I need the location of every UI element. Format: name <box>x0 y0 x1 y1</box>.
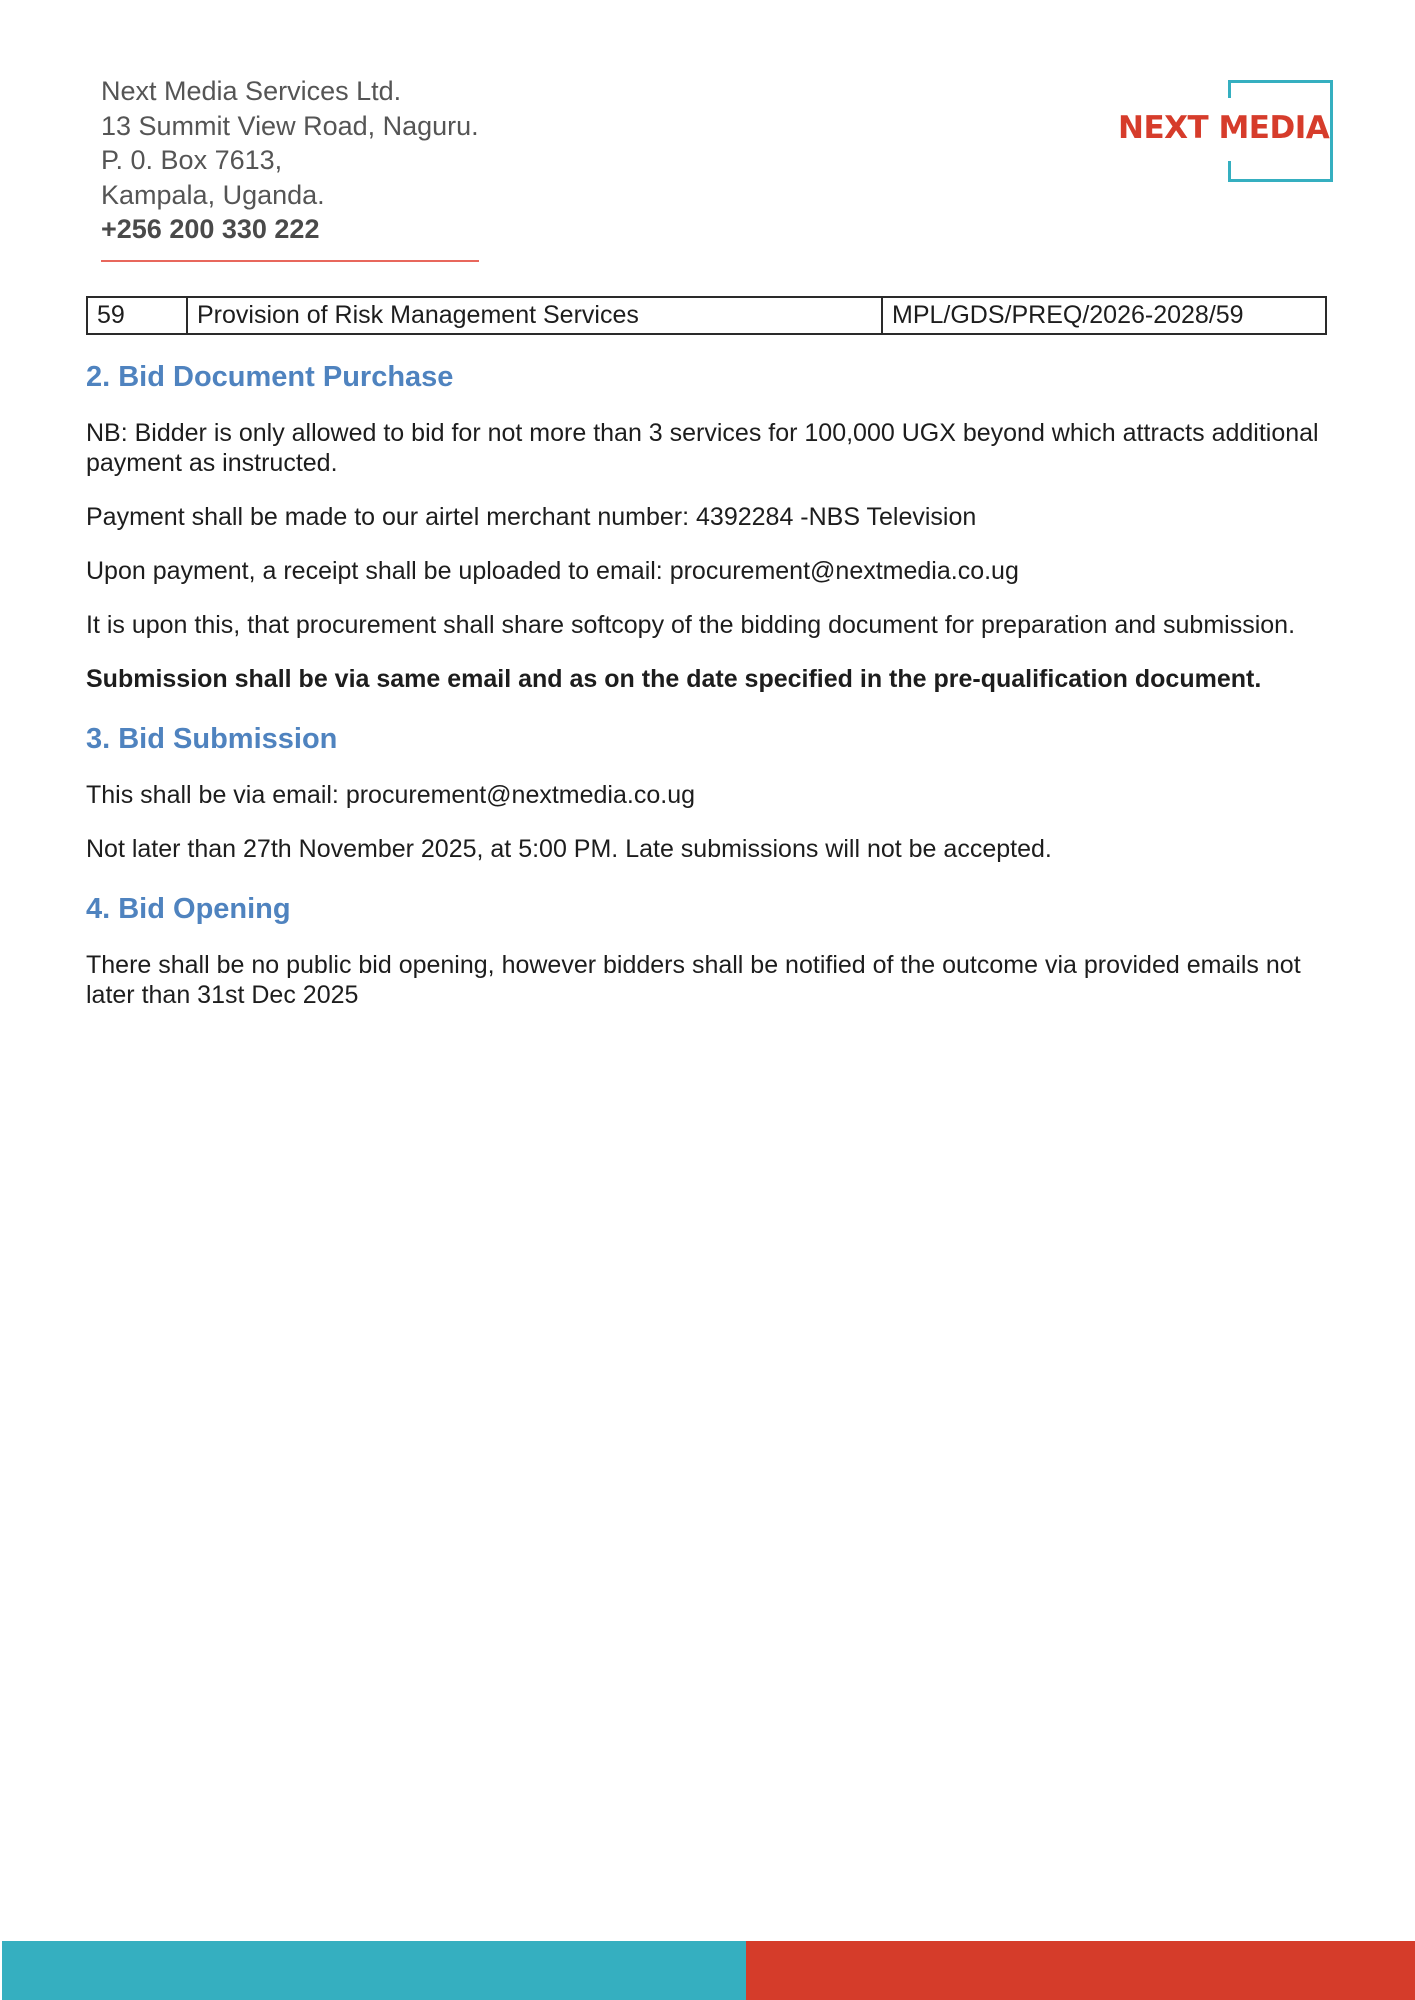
receipt-instruction: Upon payment, a receipt shall be uploaded to email: procurement@nextmedia.co.ug <box>86 557 1019 585</box>
next-media-logo <box>1118 80 1336 182</box>
submission-email: This shall be via email: procurement@nextmedia.co.ug <box>86 781 695 809</box>
table-row <box>87 297 1326 334</box>
company-name: Next Media Services Ltd. <box>101 76 402 106</box>
section-heading-submission: 3. Bid Submission <box>86 723 338 755</box>
footer-bar-teal <box>2 1941 746 2000</box>
address-line-1: 13 Summit View Road, Naguru. <box>101 110 479 141</box>
footer-bar-red <box>746 1941 1415 2000</box>
address-line-3: Kampala, Uganda. <box>101 179 325 210</box>
logo-frame-tick-top <box>1228 80 1231 98</box>
document-body <box>86 356 1346 1034</box>
service-number-cell: 59 <box>87 297 187 334</box>
section-heading-opening: 4. Bid Opening <box>86 893 291 925</box>
letterhead-divider <box>101 260 479 262</box>
logo-frame-tick-bottom <box>1228 161 1231 179</box>
logo-wordmark: NEXT MEDIA <box>1118 110 1330 146</box>
payment-instruction: Payment shall be made to our airtel merchant number: 4392284 -NBS Television <box>86 503 977 531</box>
submission-note: Submission shall be via same email and as on the date specified in the pre-qualification document. <box>86 665 1262 693</box>
service-reference-cell: MPL/GDS/PREQ/2026-2028/59 <box>882 297 1326 334</box>
address-line-2: P. 0. Box 7613, <box>101 145 283 175</box>
softcopy-instruction: It is upon this, that procurement shall share softcopy of the bidding document for preparation and submission. <box>86 611 1296 639</box>
phone-number: +256 200 330 222 <box>101 214 320 244</box>
letterhead-address <box>101 74 479 247</box>
section-heading-purchase: 2. Bid Document Purchase <box>86 361 454 393</box>
purchase-note: NB: Bidder is only allowed to bid for not more than 3 services for 100,000 UGX beyond which attracts additional payment as instructed. <box>86 419 1319 477</box>
opening-note: There shall be no public bid opening, however bidders shall be notified of the outcome via provided emails not later than 31st Dec 2025 <box>86 951 1301 1009</box>
service-description-cell: Provision of Risk Management Services <box>187 297 882 334</box>
service-table <box>86 296 1327 335</box>
submission-deadline: Not later than 27th November 2025, at 5:00 PM. Late submissions will not be accepted. <box>86 835 1052 863</box>
